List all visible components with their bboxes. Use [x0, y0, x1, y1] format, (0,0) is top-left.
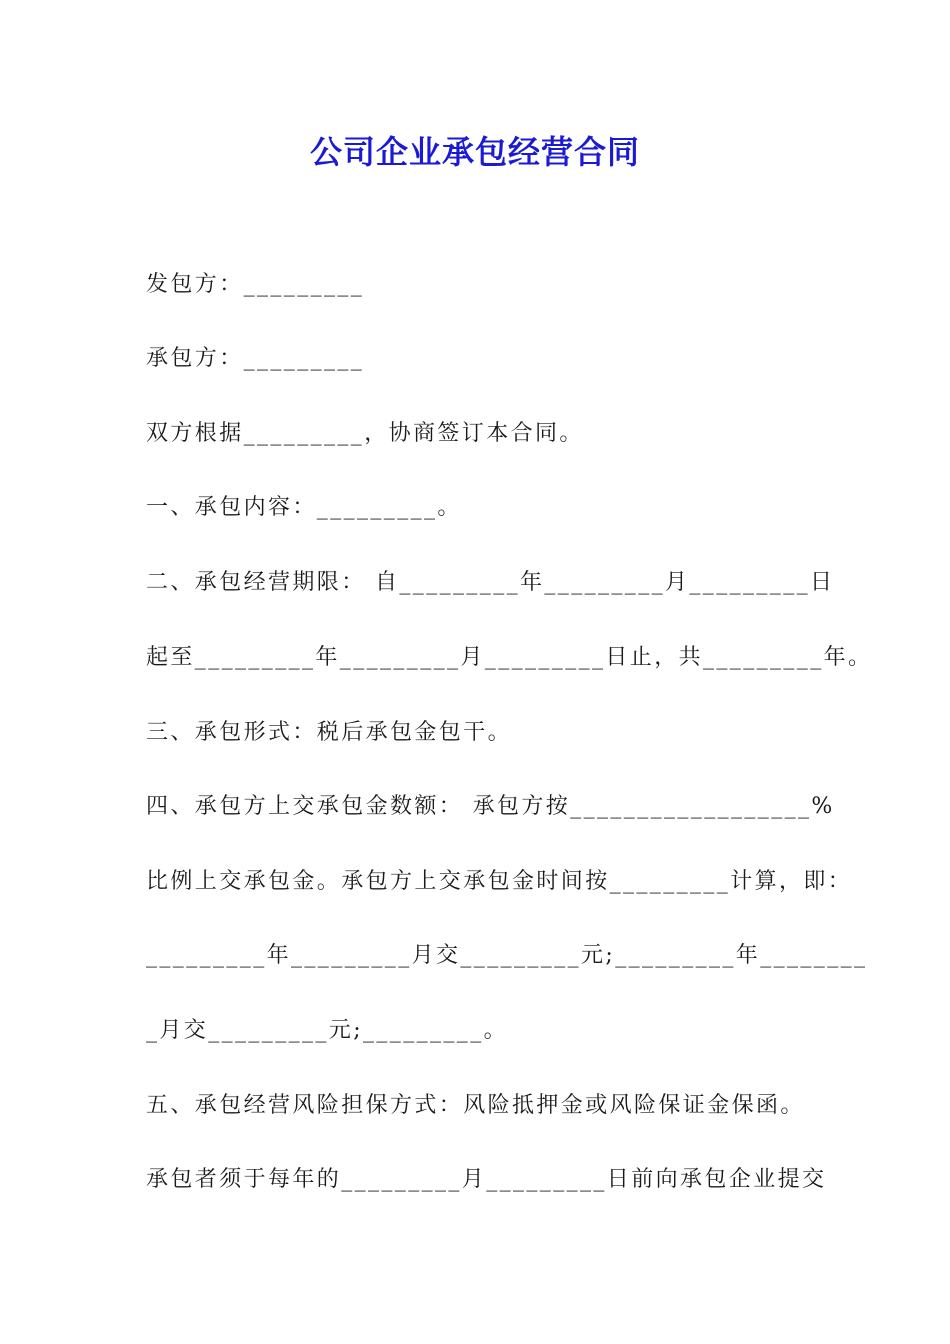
contract-line-basis: 双方根据_________，协商签订本合同。 [146, 421, 584, 446]
contract-line-payment-dates: _________年_________月交_________元;_________年________ [146, 943, 868, 968]
contract-line-payment-schedule: 比例上交承包金。承包方上交承包金时间按_________计算，即： [146, 869, 853, 894]
contract-line-term-start: 二、承包经营期限： 自_________年_________月_________日 [146, 570, 835, 595]
contract-line-issuer: 发包方：_________ [146, 272, 365, 297]
contract-line-form: 三、承包形式：税后承包金包干。 [146, 720, 513, 745]
contract-line-amount: 四、承包方上交承包金数额： 承包方按__________________% [146, 794, 835, 819]
contract-line-deadline: 承包者须于每年的_________月_________日前向承包企业提交 [146, 1167, 827, 1192]
document-title: 公司企业承包经营合同 [309, 133, 640, 171]
contract-line-term-end: 起至_________年_________月_________日止，共_________年。 [146, 645, 873, 670]
contract-line-content: 一、承包内容：_________。 [146, 495, 462, 520]
contract-line-contractor: 承包方：_________ [146, 346, 365, 371]
contract-line-guarantee: 五、承包经营风险担保方式：风险抵押金或风险保证金保函。 [146, 1093, 805, 1118]
contract-line-payment-dates-cont: _月交_________元;_________。 [146, 1018, 509, 1043]
